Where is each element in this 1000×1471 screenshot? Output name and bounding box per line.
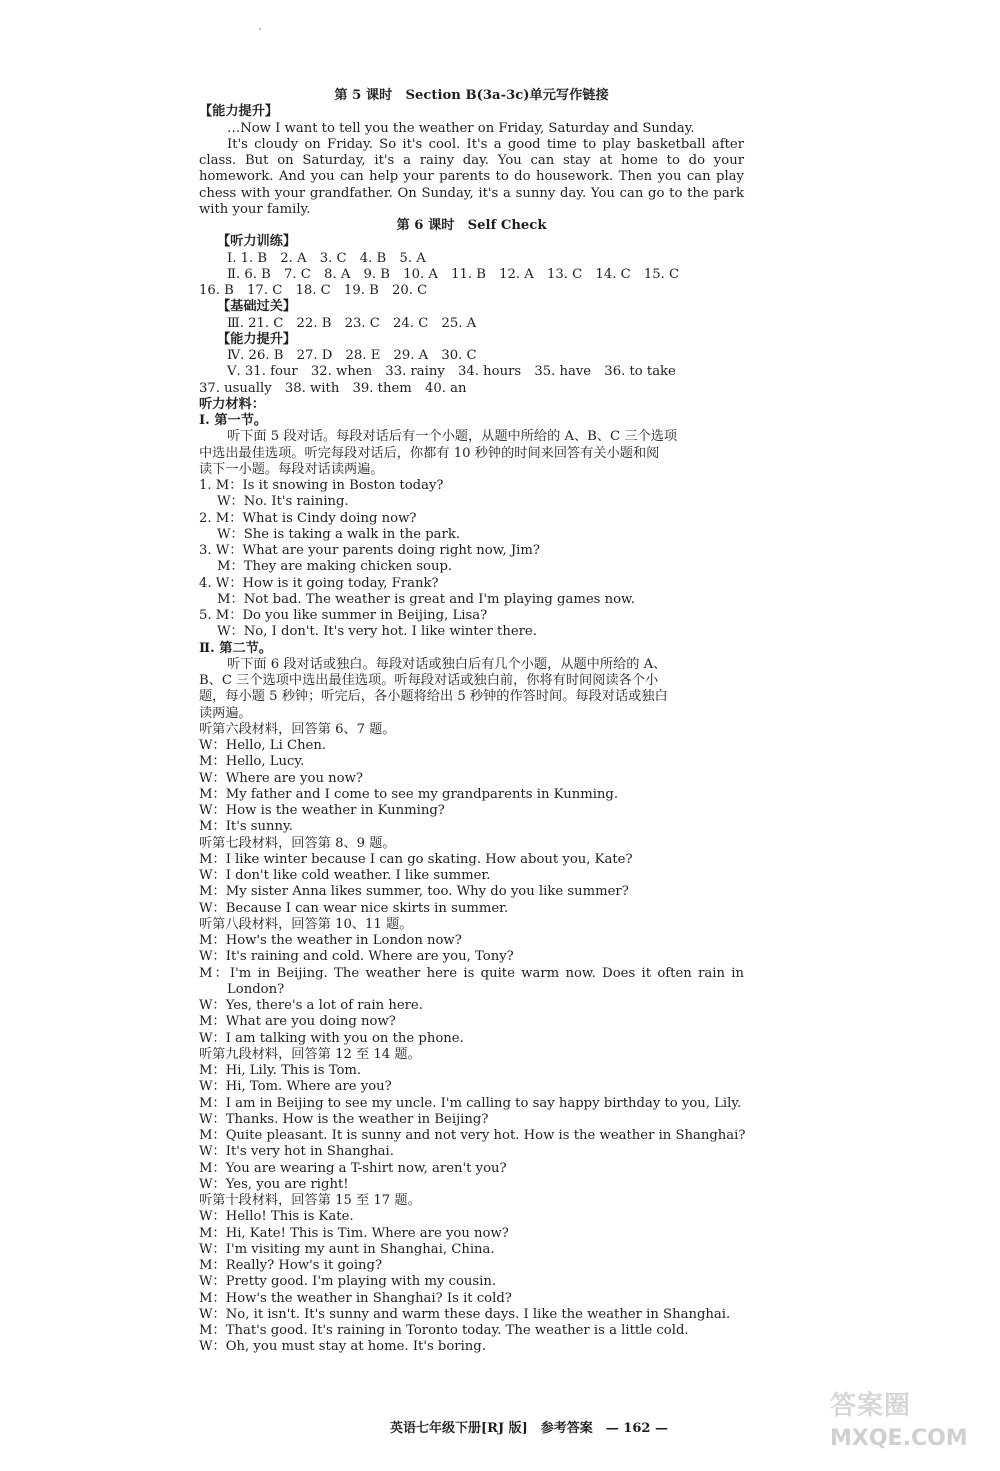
text-line: It's cloudy on Friday. So it's cool. It's a good time to play basketball after (227, 136, 744, 152)
text-line: 16. B 17. C 18. C 19. B 20. C (199, 283, 428, 298)
text-line: 听第七段材料，回答第 8、9 题。 (199, 835, 396, 851)
text-line: W：Thanks. How is the weather in Beijing? (199, 1111, 489, 1127)
text-line: W：It's very hot in Shanghai. (199, 1144, 394, 1160)
text-line: 第 6 课时 Self Check (396, 218, 547, 233)
text-line: Ⅰ. 1. B 2. A 3. C 4. B 5. A (227, 250, 426, 266)
text-line: Ⅱ. 第二节。 (199, 640, 273, 656)
text-line: M：Hello, Lucy. (199, 754, 305, 770)
text-line: W：How is the weather in Kunming? (199, 803, 445, 818)
text-line: 5. M：Do you like summer in Beijing, Lisa? (199, 608, 488, 623)
text-line: Ⅱ. 6. B 7. C 8. A 9. B 10. A 11. B 12. A 13. C 14. C 15. C (227, 266, 680, 282)
text-line: W：Yes, you are right! (199, 1176, 349, 1192)
text-line: W：I don't like cold weather. I like summer. (199, 868, 491, 883)
text-line: B、C 三个选项中选出最佳选项。听每段对话或独白前，你将有时间阅读各个小 (199, 673, 659, 688)
text-line: M：I like winter because I can go skating. How about you, Kate? (199, 851, 633, 867)
text-line: 【能力提升】 (199, 104, 279, 120)
text-line: 听力材料： (199, 396, 265, 412)
text-line: M：Hi, Kate! This is Tim. Where are you now? (199, 1225, 509, 1241)
text-line: class. But on Saturday, it's a rainy day. You can stay at home to do your (199, 153, 744, 168)
text-line: 听第八段材料，回答第 10、11 题。 (199, 916, 413, 932)
text-line: W：Yes, there's a lot of rain here. (199, 998, 423, 1013)
text-line: homework. And you can help your parents to do housework. Then you can play (199, 169, 744, 185)
watermark-url: MXQE.COM (830, 1426, 968, 1451)
text-line: W：Pretty good. I'm playing with my cousin. (199, 1274, 497, 1290)
text-line: Ⅲ. 21. C 22. B 23. C 24. C 25. A (227, 315, 477, 331)
text-line: 1. M：Is it snowing in Boston today? (199, 478, 444, 493)
text-line: 读下一小题。每段对话读两遍。 (199, 461, 384, 477)
text-line: 第 5 课时 Section B(3a-3c)单元写作链接 (334, 88, 609, 103)
text-line: …Now I want to tell you the weather on Friday, Saturday and Sunday. (227, 120, 695, 136)
text-line: 听第十段材料，回答第 15 至 17 题。 (199, 1193, 421, 1208)
text-line: M：Not bad. The weather is great and I'm playing games now. (217, 591, 635, 607)
text-line: M：You are wearing a T-shirt now, aren't you? (199, 1160, 507, 1176)
page-footer: 英语七年级下册[RJ 版] 参考答案 — 162 — (390, 1421, 668, 1436)
text-line: M：That's good. It's raining in Toronto today. The weather is a little cold. (199, 1323, 689, 1338)
text-line: 读两遍。 (199, 705, 252, 721)
text-line: W：I am talking with you on the phone. (199, 1030, 464, 1046)
site-watermark (830, 1385, 990, 1465)
text-line: 听下面 6 段对话或独白。每段对话或独白后有几个小题，从题中所给的 A、 (227, 656, 667, 672)
text-line: Ⅴ. 31. four 32. when 33. rainy 34. hours 35. have 36. to take (227, 364, 676, 380)
text-line: 【听力训练】 (217, 234, 297, 250)
text-line: 听下面 5 段对话。每段对话后有一个小题，从题中所给的 A、B、C 三个选项 (227, 429, 678, 445)
text-line: M：I am in Beijing to see my uncle. I'm calling to say happy birthday to you, Lily. (199, 1095, 742, 1111)
text-line: M：Hi, Lily. This is Tom. (199, 1063, 362, 1078)
text-line: M：They are making chicken soup. (217, 559, 453, 575)
text-line: W：No. It's raining. (217, 494, 349, 510)
text-line: Ⅳ. 26. B 27. D 28. E 29. A 30. C (227, 348, 477, 363)
text-line: W：No, it isn't. It's sunny and warm these days. I like the weather in Shanghai. (199, 1306, 731, 1322)
text-line: W：Because I can wear nice skirts in summer. (199, 900, 509, 916)
text-line: W：She is taking a walk in the park. (217, 526, 461, 542)
text-line: 37. usually 38. with 39. them 40. an (199, 380, 467, 396)
text-line: W：I'm visiting my aunt in Shanghai, China. (199, 1241, 495, 1257)
text-line: 4. W：How is it going today, Frank? (199, 575, 439, 591)
text-line: Ⅰ. 第一节。 (199, 413, 268, 428)
text-line: M：Quite pleasant. It is sunny and not very hot. How is the weather in Shanghai? (199, 1128, 746, 1143)
text-line: 3. W：What are your parents doing right now, Jim? (199, 543, 540, 558)
text-line: 题，每小题 5 秒钟；听完后，各小题将给出 5 秒钟的作答时间。每段对话或独白 (199, 689, 668, 705)
text-line: W：Hi, Tom. Where are you? (199, 1079, 392, 1095)
text-line: 2. M：What is Cindy doing now? (199, 510, 417, 526)
text-line: W：No, I don't. It's very hot. I like winter there. (217, 624, 537, 640)
text-line: M：How's the weather in Shanghai? Is it cold? (199, 1290, 512, 1306)
text-line: M：It's sunny. (199, 819, 293, 835)
text-line: M：How's the weather in London now? (199, 933, 462, 948)
text-line: London? (227, 981, 285, 997)
text-line: M：My sister Anna likes summer, too. Why do you like summer? (199, 884, 629, 900)
text-line: 听第九段材料，回答第 12 至 14 题。 (199, 1046, 421, 1062)
text-line: 听第六段材料，回答第 6、7 题。 (199, 721, 396, 737)
text-line: 中选出最佳选项。听完每段对话后，你都有 10 秒钟的时间来回答有关小题和阅 (199, 445, 660, 461)
text-line: M：My father and I come to see my grandparents in Kunming. (199, 786, 619, 802)
text-line: M：What are you doing now? (199, 1014, 396, 1030)
text-line: W：Hello! This is Kate. (199, 1209, 354, 1225)
text-line: 【基础过关】 (217, 299, 297, 315)
answer-key-column (199, 88, 744, 1356)
text-line: M：I'm in Beijing. The weather here is quite warm now. Does it often rain in (199, 965, 744, 981)
scan-speck (259, 28, 261, 30)
text-line: M：Really? How's it going? (199, 1258, 383, 1273)
text-line: W：Where are you now? (199, 770, 363, 786)
text-line: W：Hello, Li Chen. (199, 738, 327, 753)
text-line: 【能力提升】 (217, 331, 297, 347)
text-line: with your family. (199, 201, 311, 217)
watermark-logo-text: 答案圈 (830, 1391, 912, 1421)
text-line: chess with your grandfather. On Sunday, it's a sunny day. You can go to the park (199, 185, 744, 201)
text-line: W：It's raining and cold. Where are you, Tony? (199, 949, 514, 965)
text-line: W：Oh, you must stay at home. It's boring. (199, 1339, 486, 1355)
